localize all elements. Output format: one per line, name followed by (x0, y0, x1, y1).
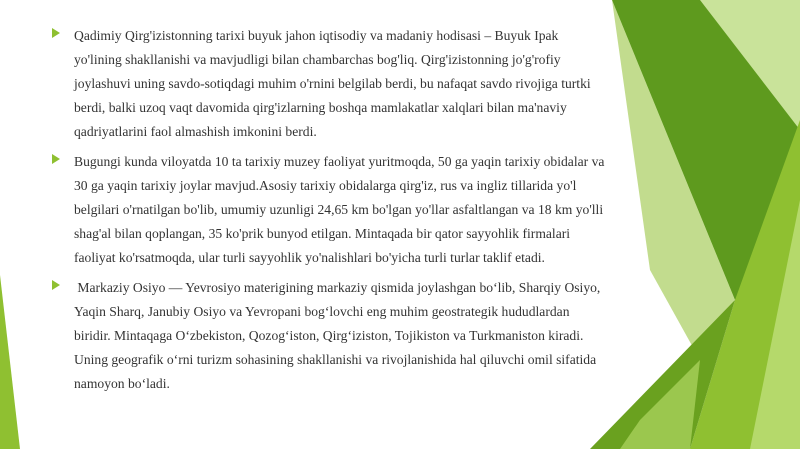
triangle-bullet-icon (52, 28, 60, 38)
slide-body (52, 24, 607, 402)
bullet-item (52, 276, 607, 396)
bullet-text: Qadimiy Qirg'izistonning tarixi buyuk jahon iqtisodiy va madaniy hodisasi – Buyuk Ipak yo'lining shakllanishi va mavjudligi bilan chambarchas bog'liq. Qirg'izistonning jo'g'rofiy joylashuvi uning savdo-sotiqdagi muhim o'rnini belgilab berdi, bu nafaqat savdo rivojiga turtki berdi, balki uzoq vaqt davomida qirg'izlarning boshqa mamlakatlar xalqlari bilan ma'naviy qadriyatlarini faol almashish imkonini berdi. (74, 28, 595, 139)
bullet-text: Bugungi kunda viloyatda 10 ta tarixiy muzey faoliyat yuritmoqda, 50 ga yaqin tarixiy obidalar va 30 ga yaqin tarixiy joylar mavjud.Asosiy tarixiy obidalarga qirg'iz, rus va ingliz tillarida yo'l belgilari o'rnatilgan bo'lib, umumiy uzunligi 24,65 km bo'lgan yo'llar asfaltlangan va 18 km yo'lli shag'al bilan qoplangan, 35 ko'prik bunyod etilgan. Mintaqada bir qator sayyohlik firmalari faoliyat ko'rsatmoqda, ular turli sayyohlik yo'nalishlari bo'yicha turli turlar taklif etadi. (74, 154, 608, 265)
bullet-item (52, 24, 607, 144)
facet-bottom-light (620, 360, 700, 449)
triangle-bullet-icon (52, 154, 60, 164)
bullet-item (52, 150, 607, 270)
bullet-text: Markaziy Osiyo — Yevrosiyo materigining markaziy qismida joylashgan bo‘lib, Sharqiy Osiyo, Yaqin Sharq, Janubiy Osiyo va Yevropani bog‘lovchi eng muhim geostrategik hududlardan biridir. Mintaqaga O‘zbekiston, Qozog‘iston, Qirg‘iziston, Tojikiston va Turkmaniston kiradi. Uning geografik o‘rni turizm sohasining shakllanishi va rivojlanishida hal qiluvchi omil sifatida namoyon bo‘ladi. (74, 280, 604, 391)
left-edge-shape (0, 275, 20, 449)
triangle-bullet-icon (52, 280, 60, 290)
